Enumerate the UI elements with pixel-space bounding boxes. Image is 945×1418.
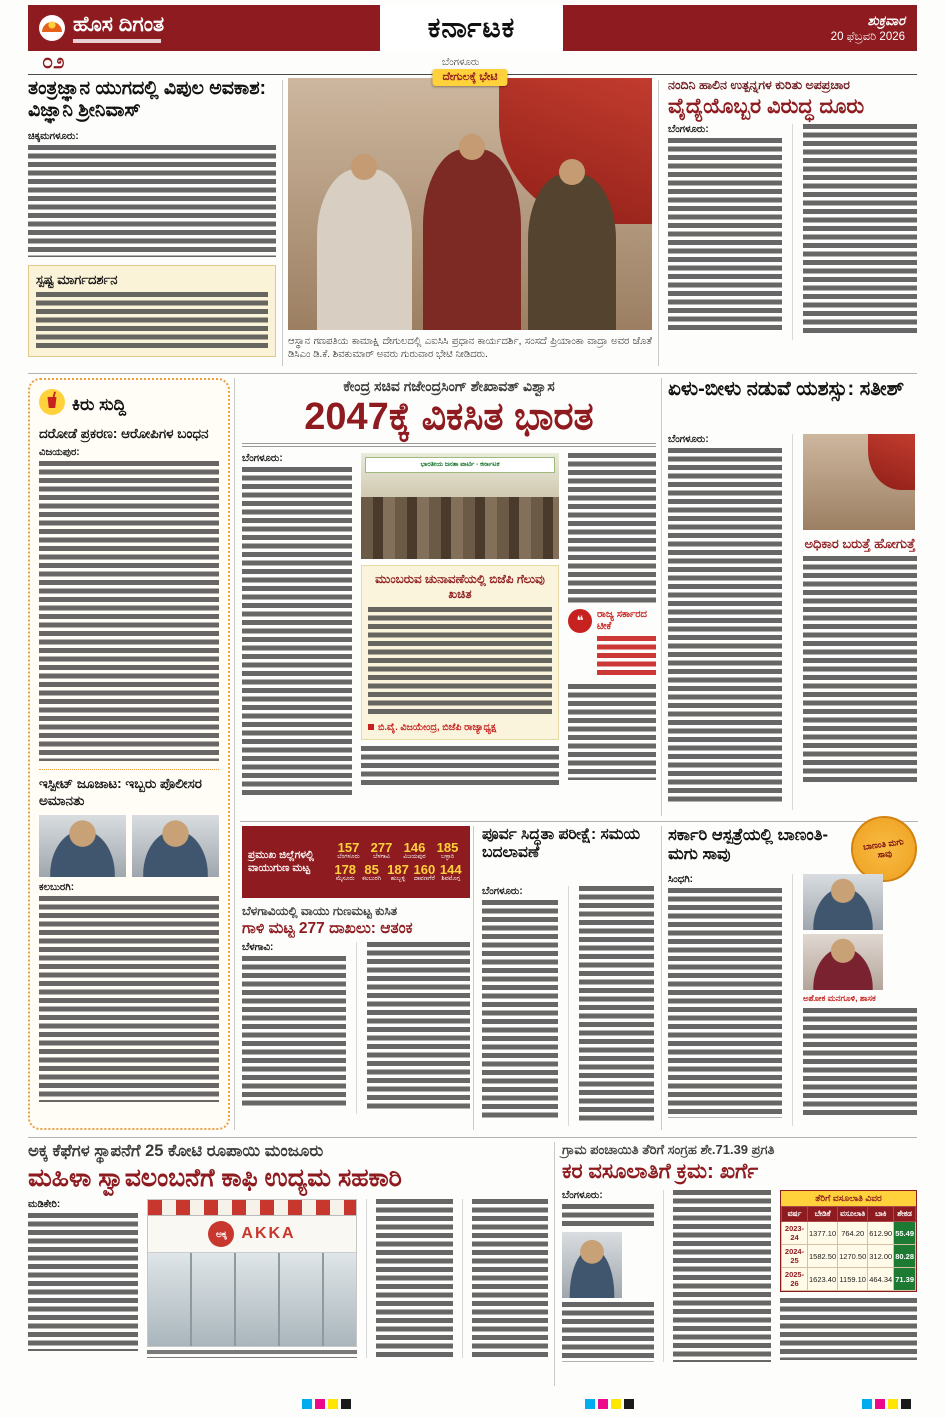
column-divider <box>234 378 235 1130</box>
table-header: ವರ್ಷ <box>782 1207 808 1222</box>
story-temple-visit-photo <box>288 71 652 368</box>
aqi-value: 185 <box>436 840 459 855</box>
body-text <box>568 684 656 780</box>
pull-quote-lead: ರಾಜ್ಯ ಸರ್ಕಾರದ ಟೀಕೆ <box>597 608 647 632</box>
paper-name: ಹೊಸ ದಿಗಂತ <box>73 12 165 36</box>
victory-claim-box <box>361 565 559 740</box>
quote-icon: ❝ <box>568 609 592 633</box>
masthead <box>28 5 917 51</box>
story-mother-child-death <box>668 826 917 1132</box>
body-column <box>668 124 782 340</box>
story-headline: ಕರ ವಸೂಲಾತಿಗೆ ಕ್ರಮ: ಖರ್ಗೆ <box>562 1159 759 1183</box>
body-text <box>39 461 219 761</box>
cyan-mark <box>302 1399 312 1409</box>
cafe-awning <box>148 1200 356 1216</box>
aqi-value: 144 <box>439 862 462 877</box>
yellow-mark <box>328 1399 338 1409</box>
section-title-panel <box>380 5 563 51</box>
photo-caption: ಅಶೋಕ ಮನಗೂಳಿ, ಶಾಸಕ <box>803 993 876 1003</box>
column-divider <box>473 826 474 1130</box>
story-kicker: ಕೇಂದ್ರ ಸಚಿವ ಗಜೇಂದ್ರಸಿಂಗ್ ಶೇಖಾವತ್ ವಿಶ್ವಾಸ <box>343 378 555 394</box>
cafe-signboard <box>148 1216 356 1252</box>
body-column <box>242 453 352 795</box>
aqi-city: ಬಳ್ಳಾರಿ <box>441 854 454 860</box>
deceased-mother-photo <box>803 934 883 990</box>
story-exam-time-change <box>482 826 654 1132</box>
body-text <box>668 888 782 1118</box>
magenta-mark <box>875 1399 885 1409</box>
body-column <box>462 1199 549 1358</box>
bjp-event-photo <box>361 453 559 559</box>
table-header: ಬೇಡಿಕೆ <box>808 1207 838 1222</box>
story-tech-opportunities <box>28 78 276 368</box>
magenta-mark <box>598 1399 608 1409</box>
body-text <box>36 292 268 350</box>
day-label: ಶುಕ್ರವಾರ <box>867 12 906 28</box>
aqi-value: 85 <box>364 862 379 877</box>
story-headline: ತಂತ್ರಜ್ಞಾನ ಯುಗದಲ್ಲಿ ವಿಪುಲ ಅವಕಾಶ: ವಿಜ್ಞಾನಿ ಶ್ರೀನಿವಾಸ್ <box>28 78 266 122</box>
brief-headline: ಇಸ್ಪೀಟ್ ಜೂಜಾಟ: ಇಬ್ಬರು ಪೊಲೀಸರ ಅಮಾನತು <box>39 776 202 808</box>
body-text <box>242 467 352 795</box>
body-text <box>803 124 917 336</box>
story-viksit-bharat-2047 <box>242 378 656 818</box>
dateline: ಬೆಂಗಳೂರು: <box>482 886 523 897</box>
story-satish-success <box>668 378 917 818</box>
akka-logo-icon: ಅಕ್ಕ <box>208 1221 234 1247</box>
person-silhouette <box>528 174 615 330</box>
aqi-value: 146 <box>403 840 426 855</box>
registration-marks <box>862 1399 911 1409</box>
cyan-mark <box>585 1399 595 1409</box>
aqi-grid <box>332 831 464 893</box>
masthead-left <box>28 5 380 51</box>
stage-banner <box>365 457 555 473</box>
body-column <box>663 1190 771 1362</box>
body-column <box>356 942 471 1114</box>
story-headline: ಪೂರ್ವ ಸಿದ್ಧತಾ ಪರೀಕ್ಷೆ: ಸಮಯ ಬದಲಾವಣೆ <box>482 826 641 862</box>
story-headline: ವೈದ್ಯೆಯೊಬ್ಬರ ವಿರುದ್ಧ ದೂರು <box>668 95 865 118</box>
photo-column <box>147 1199 357 1358</box>
dateline: ಬೆಂಗಳೂರು: <box>668 434 709 445</box>
body-text <box>472 1199 549 1357</box>
aqi-city: ಮೈಸೂರು <box>335 876 355 882</box>
aqi-city: ದಾವಣಗೆರೆ <box>413 876 435 882</box>
body-text <box>376 1199 453 1357</box>
quote-attribution <box>368 722 552 733</box>
body-text <box>368 607 552 717</box>
edition-city: ಬೆಂಗಳೂರು <box>442 57 480 68</box>
photo-tag: ದೇಗುಲಕ್ಕೆ ಭೇಟಿ <box>432 69 507 86</box>
dateline: ಸಿಂಧಗಿ: <box>668 874 694 885</box>
body-column <box>568 886 655 1126</box>
story-headline: ಸರ್ಕಾರಿ ಆಸ್ಪತ್ರೆಯಲ್ಲಿ ಬಾಣಂತಿ-ಮಗು ಸಾವು <box>668 826 828 864</box>
photo-caption: ಆಸ್ಥಾನ ಗಣಪತಿಯ ಕಾಮಾಕ್ಷಿ ದೇಗುಲದಲ್ಲಿ ಎಐಸಿಸಿ ಪ್ರಧಾನ ಕಾರ್ಯದರ್ಶಿ, ಸಂಸದೆ ಪ್ರಿಯಾಂಕಾ ವಾದ್ರಾ ಅವರ ಜೊತೆ ಡಿಸಿಎಂ ಡಿ.ಕೆ. ಶಿವಕುಮಾರ್ ಅವರು ಗುರುವಾರ ಭೇಟಿ ನೀಡಿದರು. <box>288 336 652 361</box>
story-kicker: ಗ್ರಾಮ ಪಂಚಾಯಿತಿ ತೆರಿಗೆ ಸಂಗ್ರಹ ಶೇ.71.39 ಪ್ರಗತಿ <box>562 1142 775 1157</box>
headline-rule <box>242 443 656 447</box>
brief-headline: ದರೋಡೆ ಪ್ರಕರಣ: ಆರೋಪಿಗಳ ಬಂಧನ <box>39 426 209 441</box>
aqi-city: ಕಲಬುರಗಿ <box>362 876 382 882</box>
table-row: 2025-26 1623.40 1159.10 464.34 71.39 <box>782 1268 916 1291</box>
body-text <box>28 1213 138 1351</box>
aqi-reading <box>438 862 464 884</box>
body-text <box>568 453 656 603</box>
aqi-reading <box>358 862 384 884</box>
dateline: ಬೆಳಗಾವಿ: <box>242 941 274 953</box>
black-mark <box>341 1399 351 1409</box>
aqi-value: 160 <box>413 862 436 877</box>
section-title: ಕರ್ನಾಟಕ <box>427 11 516 43</box>
photo-caption-placeholder <box>147 1350 357 1358</box>
yellow-mark <box>888 1399 898 1409</box>
story-kicker: ನಂದಿನಿ ಹಾಲಿನ ಉತ್ಪನ್ನಗಳ ಕುರಿತು ಅಪಪ್ರಚಾರ <box>668 78 850 92</box>
black-mark <box>624 1399 634 1409</box>
body-text <box>367 942 471 1110</box>
dateline: ಚಿಕ್ಕಮಗಳೂರು: <box>28 131 79 142</box>
briefs-separator <box>39 769 219 770</box>
aqi-reading <box>398 840 431 862</box>
body-column <box>792 124 917 340</box>
body-column <box>792 434 917 810</box>
story-nandini-complaint <box>668 78 917 368</box>
body-text <box>579 886 655 1122</box>
dateline: ಮಡಿಕೇರಿ: <box>28 1199 61 1211</box>
dateline: ಕಲಬುರಗಿ: <box>39 882 75 894</box>
story-headline: ಗಾಳಿ ಮಟ್ಟ 277 ದಾಖಲು: ಆತಂಕ <box>242 920 413 938</box>
body-column <box>792 874 917 1126</box>
story-akka-cafe <box>28 1142 548 1388</box>
suspended-officer-photo <box>39 815 126 877</box>
box-title: ಮುಂಬರುವ ಚುನಾವಣೆಯಲ್ಲಿ ಬಿಜೆಪಿ ಗೆಲುವು ಖಚಿತ <box>375 571 545 601</box>
column-divider <box>658 80 659 366</box>
paper-logo-icon <box>38 14 66 42</box>
body-text <box>803 556 917 782</box>
aqi-title: ಪ್ರಮುಖ ಜಿಲ್ಲೆಗಳಲ್ಲಿ ವಾಯುಗುಣ ಮಟ್ಟ <box>248 848 314 874</box>
page-number: ೦೨ <box>42 51 65 73</box>
yellow-mark <box>611 1399 621 1409</box>
pull-quote-text <box>597 636 656 678</box>
aqi-reading <box>431 840 464 862</box>
body-column <box>28 1199 138 1358</box>
briefs-cup-icon <box>39 389 65 420</box>
section-rule <box>28 1137 917 1138</box>
tax-table <box>781 1206 916 1291</box>
body-column <box>568 453 656 795</box>
brief-photos <box>39 815 219 877</box>
banner-text: ಭಾರತೀಯ ಜನತಾ ಪಾರ್ಟಿ - ಕರ್ನಾಟಕ <box>420 460 500 468</box>
body-text <box>28 145 276 257</box>
center-column <box>361 453 559 795</box>
mla-photo <box>803 874 883 930</box>
section-rule <box>28 373 917 374</box>
death-badge: ಬಾಣಂತಿ ಮಗು ಸಾವು <box>847 812 922 887</box>
aqi-city: ಬೆಳಗಾವಿ <box>373 854 390 860</box>
bullet-icon <box>368 724 374 730</box>
body-column <box>562 1190 654 1362</box>
briefs-column <box>28 378 230 1130</box>
attribution-text: ಬಿ.ವೈ. ವಿಜಯೇಂದ್ರ, ಬಿಜೆಪಿ ರಾಜ್ಯಾಧ್ಯಕ್ಷ <box>378 721 497 733</box>
cyan-mark <box>862 1399 872 1409</box>
aqi-city: ಶಿವಮೊಗ್ಗ <box>441 876 461 882</box>
briefs-header <box>39 389 219 420</box>
aqi-city: ವಿಜಯಪುರ <box>403 854 426 860</box>
body-column <box>668 434 782 810</box>
crowd-silhouette <box>361 497 559 558</box>
cafe-storefront <box>148 1252 356 1346</box>
dateline: ಬೆಂಗಳೂರು: <box>242 452 283 464</box>
dateline: ವಿಜಯಪುರ: <box>39 447 80 459</box>
body-column <box>366 1199 453 1358</box>
aqi-value: 277 <box>370 840 393 855</box>
aqi-value: 178 <box>334 862 357 877</box>
column-divider <box>661 826 662 1130</box>
aqi-city: ಬೆಂಗಳೂರು <box>337 854 360 860</box>
table-column <box>780 1190 917 1362</box>
body-text <box>562 1204 654 1228</box>
body-text <box>780 1298 917 1360</box>
story-headline: 2047ಕ್ಕೆ ವಿಕಸಿತ ಭಾರತ <box>304 396 594 438</box>
body-text <box>668 138 782 332</box>
person-silhouette <box>317 169 412 330</box>
story-kicker: ಅಕ್ಕ ಕೆಫೆಗಳ ಸ್ಥಾಪನೆಗೆ 25 ಕೋಟಿ ರೂಪಾಯಿ ಮಂಜೂರು <box>28 1142 324 1160</box>
column-divider <box>282 80 283 366</box>
story-tax-collection-kharge <box>562 1142 917 1388</box>
cafe-sign-text: AKKA <box>241 1225 296 1243</box>
aqi-reading <box>365 840 398 862</box>
air-quality-box <box>242 826 470 898</box>
briefs-title: ಕಿರು ಸುದ್ದಿ <box>72 394 127 414</box>
aqi-city: ಹುಬ್ಬಳ್ಳಿ <box>390 876 406 882</box>
story-belagavi-air <box>242 904 470 1132</box>
body-text <box>361 746 559 786</box>
section-rule <box>240 821 918 822</box>
body-column <box>668 874 782 1126</box>
box-title: ಸ್ಪಷ್ಟ ಮಾರ್ಗದರ್ಶನ <box>36 272 118 287</box>
body-text <box>803 1008 917 1116</box>
table-row: 2023-24 1377.10 764.20 612.90 55.49 <box>782 1222 916 1245</box>
aqi-reading <box>411 862 437 884</box>
body-text <box>673 1190 771 1362</box>
masthead-right <box>563 5 917 51</box>
date-label: 20 ಫೆಬ್ರವರಿ 2026 <box>830 30 906 43</box>
body-text <box>668 448 782 802</box>
body-text <box>482 900 558 1118</box>
registration-marks <box>302 1399 351 1409</box>
magenta-mark <box>315 1399 325 1409</box>
aqi-reading <box>332 840 365 862</box>
story-headline: ಏಳು-ಬೀಳು ನಡುವೆ ಯಶಸ್ಸು: ಸತೀಶ್ <box>668 378 905 400</box>
satish-event-photo <box>803 434 915 530</box>
body-column <box>242 942 346 1114</box>
story-headline: ಮಹಿಳಾ ಸ್ವಾವಲಂಬನೆಗೆ ಕಾಫಿ ಉದ್ಯಮ ಸಹಕಾರಿ <box>28 1163 402 1192</box>
aqi-value: 187 <box>387 862 409 877</box>
black-mark <box>901 1399 911 1409</box>
body-text <box>242 956 346 1106</box>
paper-tagline <box>73 39 161 43</box>
body-text <box>562 1302 654 1362</box>
person-silhouette <box>423 149 521 330</box>
body-text <box>39 896 219 1102</box>
temple-visit-photo <box>288 71 652 330</box>
story-subhead: ಅಧಿಕಾರ ಬರುತ್ತೆ ಹೋಗುತ್ತೆ <box>804 536 916 551</box>
akka-cafe-photo <box>147 1199 357 1347</box>
aqi-reading <box>385 862 411 884</box>
aqi-reading <box>332 862 358 884</box>
dateline: ಬೆಂಗಳೂರು: <box>562 1190 603 1202</box>
aqi-value: 157 <box>337 840 360 855</box>
dateline: ಬೆಂಗಳೂರು: <box>668 123 709 135</box>
column-divider <box>554 1142 555 1386</box>
pull-quote <box>568 609 656 678</box>
registration-marks <box>585 1399 634 1409</box>
kharge-photo <box>562 1232 622 1298</box>
suspended-officer-photo <box>132 815 219 877</box>
table-row: 2024-25 1582.50 1270.50 312.00 80.28 <box>782 1245 916 1268</box>
tax-table-box <box>780 1190 917 1292</box>
table-header: ಬಾಕಿ <box>868 1207 894 1222</box>
column-divider <box>661 378 662 816</box>
table-header: ವಸೂಲಾತಿ <box>838 1207 868 1222</box>
guidance-box <box>28 265 276 357</box>
story-kicker: ಬೆಳಗಾವಿಯಲ್ಲಿ ವಾಯು ಗುಣಮಟ್ಟ ಕುಸಿತ <box>242 904 398 918</box>
tax-table-title: ತೆರಿಗೆ ವಸೂಲಾತಿ ವಿವರ <box>781 1191 916 1206</box>
body-column <box>482 886 558 1126</box>
table-header: ಶೇಕಡ <box>894 1207 916 1222</box>
